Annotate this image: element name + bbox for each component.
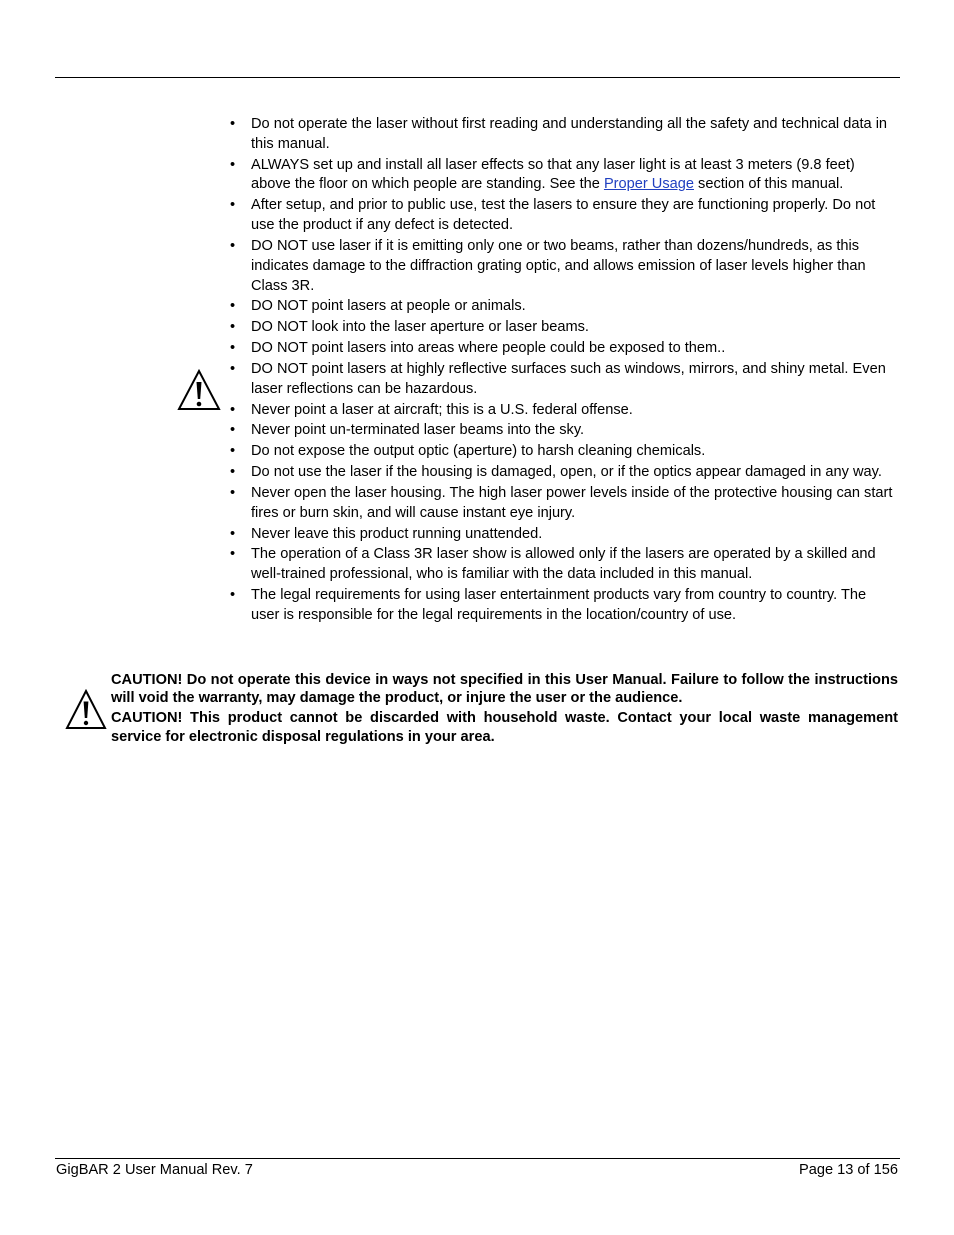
bullet-text: Never point un-terminated laser beams into the sky. [251, 422, 585, 439]
bullet-dot: • [230, 525, 236, 542]
list-item [230, 463, 898, 483]
bullet-dot: • [230, 422, 236, 439]
list-item [230, 115, 898, 155]
footer-rule [55, 1158, 900, 1159]
bullet-dot: • [230, 443, 236, 460]
bullet-dot: • [230, 464, 236, 481]
bullet-dot: • [230, 340, 236, 357]
bullet-dot: • [230, 546, 236, 563]
list-item [230, 196, 898, 236]
list-item [230, 421, 898, 441]
caution-paragraph: CAUTION! This product cannot be discarded with household waste. Contact your local waste management service for electronic disposal regulations in your area. [111, 710, 898, 745]
caution-block [111, 671, 898, 747]
bullet-text: DO NOT point lasers at highly reflective surfaces such as windows, mirrors, and shiny metal. Even laser reflections can be hazardous. [251, 360, 886, 397]
bullet-dot: • [230, 484, 236, 501]
list-item [230, 442, 898, 462]
bullet-text-before-link: ALWAYS set up and install all laser effects so that any laser light is at least 3 meters (9.8 feet) above the floor on which people are standing. See the [251, 156, 855, 193]
safety-bullet-list [230, 115, 898, 627]
bullet-text: Do not use the laser if the housing is damaged, open, or if the optics appear damaged in any way. [251, 464, 882, 481]
list-item [230, 339, 898, 359]
bullet-text: DO NOT point lasers at people or animals. [251, 298, 526, 315]
bullet-dot: • [230, 319, 236, 336]
list-item [230, 545, 898, 585]
bullet-dot: • [230, 587, 236, 604]
bullet-text: Never leave this product running unattended. [251, 525, 543, 542]
bullet-text: DO NOT use laser if it is emitting only one or two beams, rather than dozens/hundreds, as this indicates damage to the diffraction grating optic, and allows emission of laser levels higher than Class 3R. [251, 237, 866, 294]
warning-triangle-icon [177, 369, 221, 411]
bullet-dot: • [230, 197, 236, 214]
footer-page-number: Page 13 of 156 [799, 1162, 898, 1178]
list-item [230, 525, 898, 545]
list-item [230, 318, 898, 338]
bullet-text: The operation of a Class 3R laser show is allowed only if the lasers are operated by a skilled and well-trained professional, who is familiar with the data included in this manual. [251, 546, 876, 583]
list-item [230, 156, 898, 196]
bullet-dot: • [230, 156, 236, 173]
bullet-dot: • [230, 401, 236, 418]
caution-paragraph: CAUTION! Do not operate this device in ways not specified in this User Manual. Failure to follow the instructions will void the warranty, may damage the product, or injure the user or the audience. [111, 672, 898, 707]
list-item [230, 360, 898, 400]
bullet-text: Never open the laser housing. The high laser power levels inside of the protective housing can start fires or burn skin, and will cause instant eye injury. [251, 484, 893, 521]
bullet-text-after-link: section of this manual. [693, 176, 844, 193]
bullet-text: The legal requirements for using laser entertainment products vary from country to country. The user is responsible for the legal requirements in the location/country of use. [251, 587, 867, 623]
bullet-dot: • [230, 298, 236, 315]
bullet-text: Do not expose the output optic (aperture) to harsh cleaning chemicals. [251, 443, 706, 460]
list-item [230, 484, 898, 524]
bullet-text: DO NOT look into the laser aperture or laser beams. [251, 319, 589, 336]
bullet-dot: • [230, 360, 236, 377]
list-item [230, 401, 898, 421]
list-item [230, 586, 898, 626]
bullet-text: After setup, and prior to public use, test the lasers to ensure they are functioning properly. Do not use the product if any defect is detected. [251, 197, 876, 234]
bullet-dot: • [230, 116, 236, 132]
footer-manual-title: GigBAR 2 User Manual Rev. 7 [56, 1162, 253, 1178]
header-rule [55, 77, 900, 78]
bullet-text: Do not operate the laser without first reading and understanding all the safety and technical data in this manual. [251, 116, 888, 152]
list-item [230, 237, 898, 296]
bullet-text: DO NOT point lasers into areas where people could be exposed to them.. [251, 340, 726, 357]
list-item [230, 297, 898, 317]
bullet-dot: • [230, 237, 236, 254]
warning-triangle-icon [65, 689, 107, 730]
bullet-text: Never point a laser at aircraft; this is a U.S. federal offense. [251, 401, 633, 418]
proper-usage-link[interactable]: Proper Usage [603, 176, 694, 193]
